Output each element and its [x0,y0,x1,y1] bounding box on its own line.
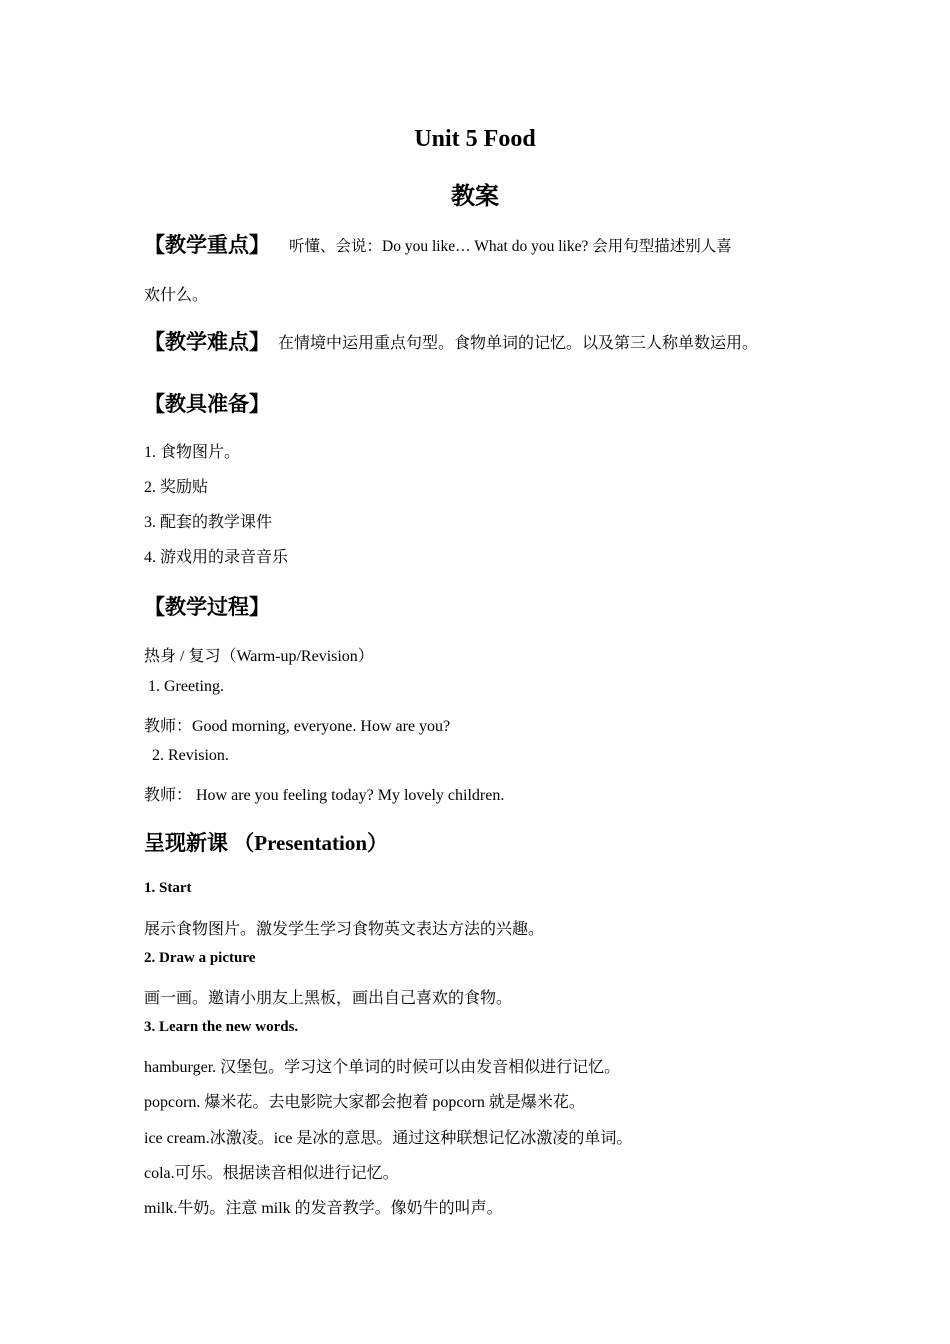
materials-label: 【教具准备】 [144,392,270,416]
section-words-title: 3. Learn the new words. [144,1019,299,1035]
word-entry: milk.牛奶。注意 milk 的发音教学。像奶牛的叫声。 [144,1200,503,1217]
teacher-line-1: 教师：Good morning, everyone. How are you? [144,718,451,735]
step-greeting: 1. Greeting. [148,678,224,695]
teacher-line-2: 教师： How are you feeling today? My lovely children. [144,787,505,804]
key-points-label: 【教学重点】 [144,233,270,257]
difficult-points-label: 【教学难点】 [144,330,270,354]
step-revision: 2. Revision. [152,747,229,764]
word-entry: popcorn. 爆米花。去电影院大家都会抱着 popcorn 就是爆米花。 [144,1094,585,1111]
materials-item: 2. 奖励贴 [144,479,209,496]
presentation-heading: 呈现新课 （Presentation） [144,831,389,855]
word-entry: cola.可乐。根据读音相似进行记忆。 [144,1165,399,1182]
warmup-title: 热身 / 复习（Warm-up/Revision） [144,648,374,665]
word-entry: ice cream.冰激凌。ice 是冰的意思。通过这种联想记忆冰激凌的单词。 [144,1130,633,1147]
process-label: 【教学过程】 [144,595,270,619]
section-start-title: 1. Start [144,880,192,896]
section-draw-text: 画一画。邀请小朋友上黑板，画出自己喜欢的食物。 [144,990,513,1007]
materials-item: 3. 配套的教学课件 [144,514,273,531]
document-subtitle: 教案 [451,184,499,210]
word-entry: hamburger. 汉堡包。学习这个单词的时候可以由发音相似进行记忆。 [144,1059,621,1076]
materials-item: 4. 游戏用的录音音乐 [144,549,289,566]
section-draw-title: 2. Draw a picture [144,950,256,966]
difficult-points-text: 在情境中运用重点句型。食物单词的记忆。以及第三人称单数运用。 [278,335,759,352]
key-points-text-line2: 欢什么。 [144,287,209,304]
key-points-text-line1: 听懂、会说：Do you like… What do you like? 会用句型描述别人喜 [289,238,732,255]
materials-item: 1. 食物图片。 [144,444,241,461]
document-title: Unit 5 Food [414,126,536,152]
section-start-text: 展示食物图片。激发学生学习食物英文表达方法的兴趣。 [144,921,545,938]
